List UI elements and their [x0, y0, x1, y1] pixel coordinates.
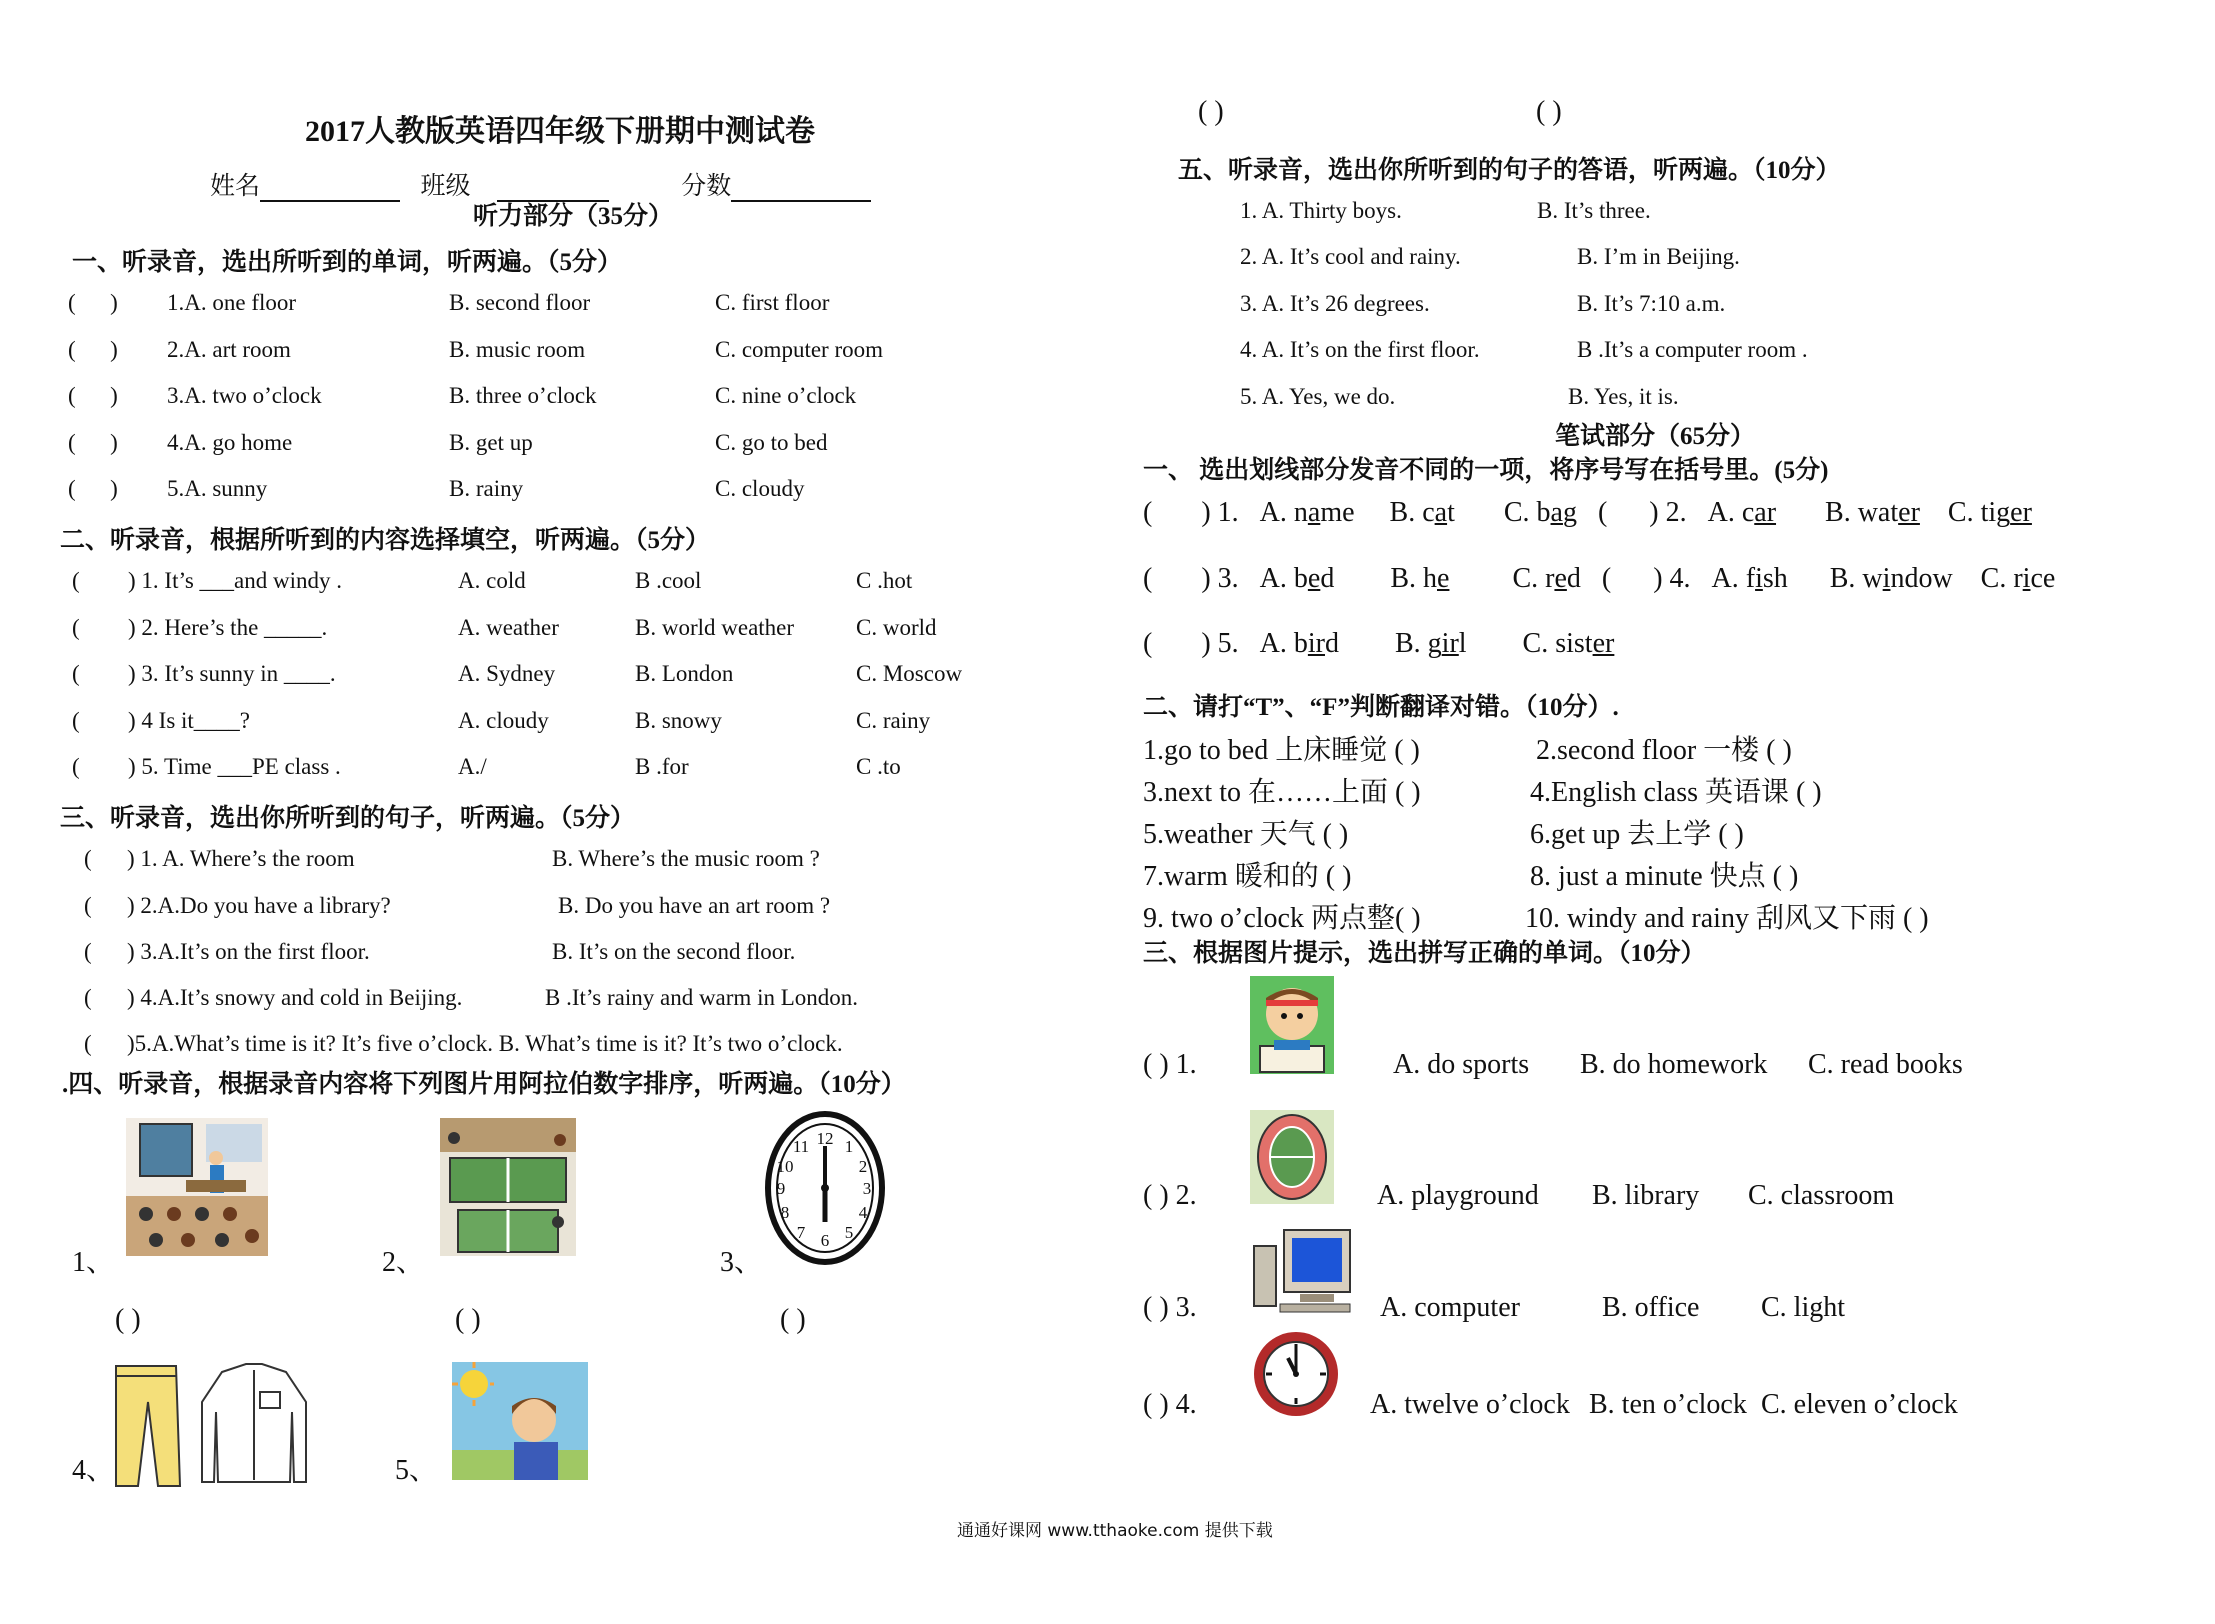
s2-q5-b: B .for [635, 754, 689, 779]
s3-q3-a: ) 3.A.It’s on the first floor. [127, 939, 370, 964]
tf-item-5[interactable]: 5.weather 天气 ( ) [1143, 819, 1349, 850]
answer-paren-open[interactable]: ( [72, 708, 80, 733]
s1-q4-a: 4.A. go home [167, 430, 293, 455]
s2-q1-a: A. cold [458, 568, 526, 593]
w3-q1-b: B. do homework [1580, 1049, 1768, 1080]
w3-q2-a: A. playground [1377, 1180, 1539, 1211]
answer-paren-open[interactable]: ( [84, 846, 92, 871]
s3-q3-b: B. It’s on the second floor. [552, 939, 796, 964]
answer-paren[interactable]: ( ) [68, 337, 118, 362]
svg-text:10: 10 [776, 1157, 794, 1176]
w1-row-2: ( ) 3. A. bed B. he C. red ( ) 4. A. fish B. window C. rice [1143, 563, 2056, 594]
s5-q1-b: B. It’s three. [1537, 198, 1651, 223]
s2-q3: ) 3. It’s sunny in ____. [128, 661, 336, 686]
answer-paren-open[interactable]: ( [84, 893, 92, 918]
s1-q2-a: 2.A. art room [167, 337, 291, 362]
classroom-picture [126, 1118, 268, 1256]
w3-q4-num[interactable]: ( ) 4. [1143, 1389, 1197, 1420]
s1-q4-b: B. get up [449, 430, 533, 455]
s2-q1: ) 1. It’s ___and windy . [128, 568, 343, 593]
s2-q5: ) 5. Time ___PE class . [128, 754, 341, 779]
tf-item-4[interactable]: 4.English class 英语课 ( ) [1530, 777, 1822, 808]
svg-text:6: 6 [820, 1231, 830, 1250]
written-section-3-heading: 三、根据图片提示，选出拼写正确的单词。（10分） [1143, 940, 1706, 967]
written-section-1-heading: 一、 选出划线部分发音不同的一项，将序号写在括号里。(5分) [1143, 457, 1829, 484]
s1-q5-b: B. rainy [449, 476, 524, 501]
s3-q4-b: B .It’s rainy and warm in London. [545, 985, 859, 1010]
answer-paren[interactable]: ( ) [455, 1304, 481, 1335]
s3-q1-b: B. Where’s the music room ? [552, 846, 820, 871]
svg-text:4: 4 [858, 1203, 868, 1222]
answer-paren[interactable]: ( ) [68, 383, 118, 408]
s1-q1-a: 1.A. one floor [167, 290, 297, 315]
s2-q4-b: B. snowy [635, 708, 722, 733]
section-4-heading: .四、听录音，根据录音内容将下列图片用阿拉伯数字排序，听两遍。（10分） [62, 1071, 906, 1098]
section-5-heading: 五、听录音，选出你所听到的句子的答语，听两遍。（10分） [1178, 157, 1841, 184]
s5-q1-a: 1. A. Thirty boys. [1240, 198, 1402, 223]
picture-label-3: 3、 [720, 1247, 763, 1278]
w3-q4-c: C. eleven o’clock [1761, 1389, 1958, 1420]
tf-item-9[interactable]: 9. two o’clock 两点整( ) [1143, 903, 1421, 934]
svg-text:2: 2 [858, 1157, 868, 1176]
s3-q4-a: ) 4.A.It’s snowy and cold in Beijing. [127, 985, 463, 1010]
section-3-heading: 三、听录音，选出你所听到的句子，听两遍。（5分） [60, 805, 636, 832]
clothes-picture [110, 1362, 310, 1490]
s2-q1-b: B .cool [635, 568, 702, 593]
answer-paren-open[interactable]: ( [72, 754, 80, 779]
score-blank[interactable] [731, 178, 871, 202]
s2-q5-a: A./ [458, 754, 487, 779]
w3-q1-a: A. do sports [1393, 1049, 1530, 1080]
s1-q5-a: 5.A. sunny [167, 476, 268, 501]
class-label: 班级 [420, 173, 471, 200]
tf-item-6[interactable]: 6.get up 去上学 ( ) [1530, 819, 1744, 850]
s2-q3-a: A. Sydney [458, 661, 556, 686]
s2-q4-c: C. rainy [856, 708, 931, 733]
answer-paren[interactable]: ( ) [68, 430, 118, 455]
answer-paren-open[interactable]: ( [84, 1031, 92, 1056]
svg-text:9: 9 [776, 1179, 786, 1198]
footer-credit: 通通好课网 www.tthaoke.com 提供下载 [957, 1521, 1273, 1541]
picture-label-2: 2、 [382, 1247, 425, 1278]
s1-q3-b: B. three o’clock [449, 383, 597, 408]
listening-part-heading: 听力部分（35分） [473, 203, 674, 230]
s1-q3-a: 3.A. two o’clock [167, 383, 322, 408]
s5-q3-b: B. It’s 7:10 a.m. [1577, 291, 1726, 316]
s2-q4-a: A. cloudy [458, 708, 549, 733]
tf-item-7[interactable]: 7.warm 暖和的 ( ) [1143, 861, 1352, 892]
homework-boy-picture [1250, 976, 1334, 1074]
answer-paren-open[interactable]: ( [84, 939, 92, 964]
s2-q1-c: C .hot [856, 568, 913, 593]
tf-item-1[interactable]: 1.go to bed 上床睡觉 ( ) [1143, 735, 1420, 766]
s2-q5-c: C .to [856, 754, 901, 779]
name-label: 姓名 [210, 173, 261, 200]
answer-paren[interactable]: ( ) [68, 476, 118, 501]
w1-row-3: ( ) 5. A. bird B. girl C. sister [1143, 628, 1615, 659]
s5-q4-a: 4. A. It’s on the first floor. [1240, 337, 1480, 362]
w3-q3-a: A. computer [1380, 1292, 1520, 1323]
answer-paren-open[interactable]: ( [84, 985, 92, 1010]
answer-paren[interactable]: ( ) [68, 290, 118, 315]
s1-q5-c: C. cloudy [715, 476, 805, 501]
s1-q1-c: C. first floor [715, 290, 830, 315]
picture-label-1: 1、 [72, 1247, 115, 1278]
svg-text:12: 12 [816, 1129, 834, 1148]
answer-paren[interactable]: ( ) [1198, 96, 1224, 127]
tf-item-2[interactable]: 2.second floor 一楼 ( ) [1536, 735, 1792, 766]
answer-paren[interactable]: ( ) [780, 1304, 806, 1335]
section-1-heading: 一、听录音，选出所听到的单词，听两遍。（5分） [72, 249, 623, 276]
w3-q2-c: C. classroom [1748, 1180, 1895, 1211]
s2-q3-c: C. Moscow [856, 661, 963, 686]
page-title: 2017人教版英语四年级下册期中测试卷 [305, 115, 815, 148]
w3-q2-num[interactable]: ( ) 2. [1143, 1180, 1197, 1211]
s3-q2-a: ) 2.A.Do you have a library? [127, 893, 391, 918]
computer-picture [1250, 1224, 1356, 1316]
sunny-weather-picture [452, 1362, 588, 1480]
s2-q2-c: C. world [856, 615, 937, 640]
w3-q3-num[interactable]: ( ) 3. [1143, 1292, 1197, 1323]
w3-q4-a: A. twelve o’clock [1370, 1389, 1570, 1420]
s1-q4-c: C. go to bed [715, 430, 828, 455]
svg-text:5: 5 [844, 1223, 854, 1242]
tf-item-10[interactable]: 10. windy and rainy 刮风又下雨 ( ) [1525, 903, 1929, 934]
s3-q2-b: B. Do you have an art room ? [558, 893, 831, 918]
s2-q3-b: B. London [635, 661, 734, 686]
s5-q2-a: 2. A. It’s cool and rainy. [1240, 244, 1461, 269]
answer-paren-open[interactable]: ( [72, 568, 80, 593]
svg-text:7: 7 [796, 1223, 806, 1242]
w3-q4-b: B. ten o’clock [1589, 1389, 1747, 1420]
answer-paren[interactable]: ( ) [1536, 96, 1562, 127]
s2-q2: ) 2. Here’s the _____. [128, 615, 328, 640]
s2-q2-b: B. world weather [635, 615, 795, 640]
playground-track-picture [1250, 1110, 1334, 1204]
svg-text:1: 1 [844, 1137, 854, 1156]
answer-paren[interactable]: ( ) [115, 1304, 141, 1335]
s5-q5-b: B. Yes, it is. [1568, 384, 1679, 409]
answer-paren-open[interactable]: ( [72, 615, 80, 640]
s5-q5-a: 5. A. Yes, we do. [1240, 384, 1396, 409]
section-2-heading: 二、听录音，根据所听到的内容选择填空，听两遍。（5分） [60, 527, 711, 554]
s1-q2-b: B. music room [449, 337, 586, 362]
w3-q1-c: C. read books [1808, 1049, 1963, 1080]
s1-q2-c: C. computer room [715, 337, 883, 362]
s5-q4-b: B .It’s a computer room . [1577, 337, 1808, 362]
s5-q2-b: B. I’m in Beijing. [1577, 244, 1740, 269]
w3-q3-c: C. light [1761, 1292, 1846, 1323]
w3-q1-num[interactable]: ( ) 1. [1143, 1049, 1197, 1080]
clock-picture [763, 1110, 887, 1266]
svg-text:11: 11 [792, 1137, 810, 1156]
wall-clock-picture [1250, 1328, 1342, 1420]
svg-text:3: 3 [862, 1179, 872, 1198]
picture-label-5: 5、 [395, 1455, 438, 1486]
w3-q2-b: B. library [1592, 1180, 1700, 1211]
s2-q4: ) 4 Is it____? [128, 708, 251, 733]
written-part-heading: 笔试部分（65分） [1555, 423, 1756, 450]
picture-label-4: 4、 [72, 1455, 115, 1486]
s3-q1-a: ) 1. A. Where’s the room [127, 846, 355, 871]
answer-paren-open[interactable]: ( [72, 661, 80, 686]
tf-item-3[interactable]: 3.next to 在……上面 ( ) [1143, 777, 1421, 808]
w1-row-1: ( ) 1. A. name B. cat C. bag ( ) 2. A. car B. water C. tiger [1143, 497, 2032, 528]
name-blank[interactable] [260, 178, 400, 202]
svg-text:8: 8 [780, 1203, 790, 1222]
s1-q1-b: B. second floor [449, 290, 591, 315]
tf-item-8[interactable]: 8. just a minute 快点 ( ) [1530, 861, 1799, 892]
s3-q5-a: )5.A.What’s time is it? It’s five o’clock. B. What’s time is it? It’s two o’clock. [127, 1031, 843, 1056]
w3-q3-b: B. office [1602, 1292, 1700, 1323]
s2-q2-a: A. weather [458, 615, 559, 640]
written-section-2-heading: 二、请打“T”、“F”判断翻译对错。（10分）. [1143, 694, 1619, 721]
score-label: 分数 [681, 173, 732, 200]
playground-picture [440, 1118, 576, 1256]
s1-q3-c: C. nine o’clock [715, 383, 857, 408]
s5-q3-a: 3. A. It’s 26 degrees. [1240, 291, 1430, 316]
